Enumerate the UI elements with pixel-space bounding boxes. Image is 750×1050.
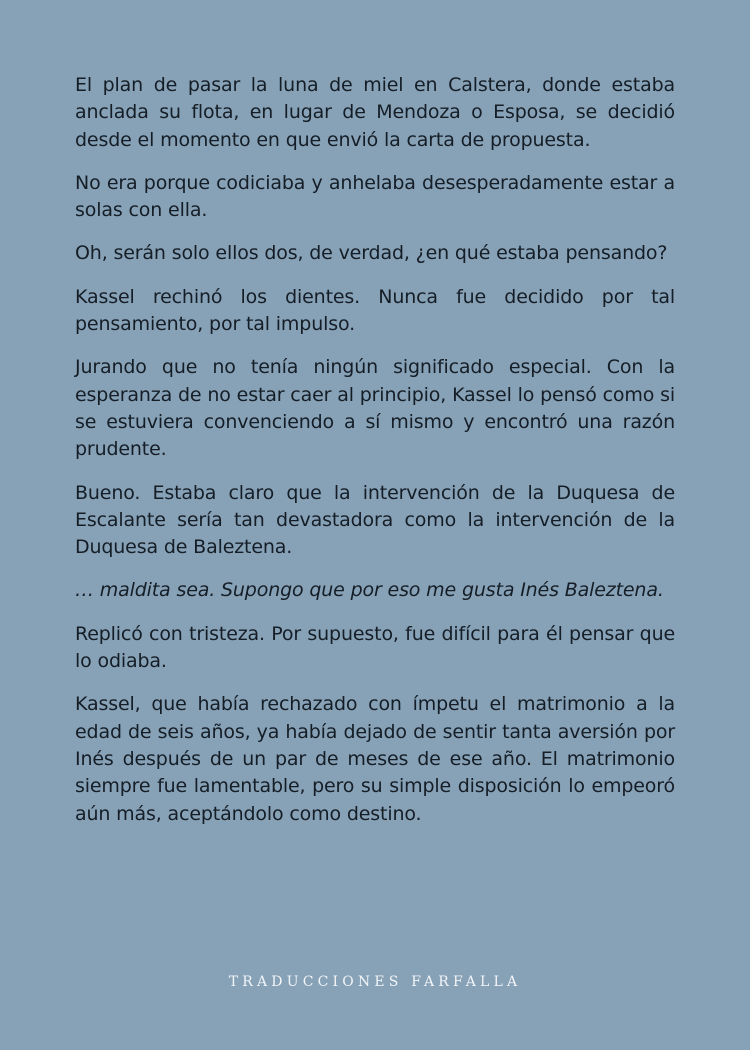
paragraph-3: Oh, serán solo ellos dos, de verdad, ¿en qué estaba pensando?	[75, 242, 668, 265]
paragraph-4: Kassel rechinó los dientes. Nunca fue decidido por tal pensamiento, por tal impulso.	[75, 285, 675, 336]
paragraph-8: Replicó con tristeza. Por supuesto, fue difícil para él pensar que lo odiaba.	[75, 622, 675, 673]
paragraph-1: El plan de pasar la luna de miel en Calstera, donde estaba anclada su flota, en lugar de Mendoza o Esposa, se decidió desde el momento en que envió la carta de propuesta.	[75, 74, 675, 151]
paragraph-6: Bueno. Estaba claro que la intervención de la Duquesa de Escalante sería tan devastadora como la intervención de la Duquesa de Baleztena.	[75, 481, 675, 559]
document-body	[75, 72, 675, 844]
paragraph-2: No era porque codiciaba y anhelaba desesperadamente estar a solas con ella.	[75, 171, 675, 222]
paragraph-9: Kassel, que había rechazado con ímpetu el matrimonio a la edad de seis años, ya había dejado de sentir tanta aversión por Inés después de un par de meses de ese año. El matrimonio siempre fue lamentable, pero su simple disposición lo empeoró aún más, aceptándolo como destino.	[75, 693, 675, 825]
footer-credit: TRADUCCIONES FARFALLA	[228, 974, 522, 990]
paragraph-5: Jurando que no tenía ningún significado especial. Con la esperanza de no estar caer al principio, Kassel lo pensó como si se estuviera convenciendo a sí mismo y encontró una razón prudente.	[75, 356, 675, 461]
paragraph-7-italic-thought: … maldita sea. Supongo que por eso me gusta Inés Baleztena.	[75, 579, 664, 602]
